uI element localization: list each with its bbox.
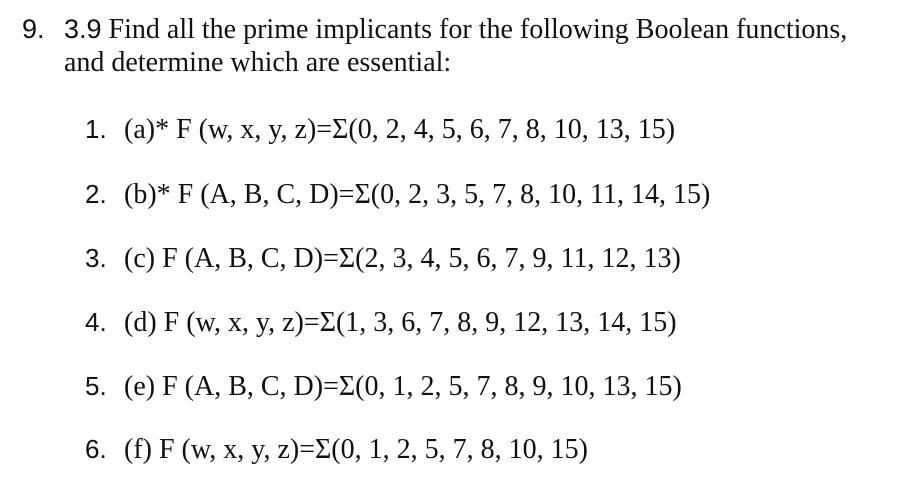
subquestion-item — [85, 242, 681, 275]
subquestion-item — [85, 433, 588, 466]
subquestion-number: 5. — [85, 371, 107, 401]
boolean-function: (c) F (A, B, C, D)=Σ(2, 3, 4, 5, 6, 7, 9, 11, 12, 13) — [124, 243, 681, 274]
boolean-function: (e) F (A, B, C, D)=Σ(0, 1, 2, 5, 7, 8, 9, 10, 13, 15) — [124, 371, 682, 402]
subquestion-number: 3. — [85, 243, 107, 273]
boolean-function: (a)* F (w, x, y, z)=Σ(0, 2, 4, 5, 6, 7, 8, 10, 13, 15) — [124, 114, 676, 145]
subquestion-number: 2. — [85, 179, 107, 209]
question-prompt — [64, 13, 914, 79]
boolean-function: (f) F (w, x, y, z)=Σ(0, 1, 2, 5, 7, 8, 10, 15) — [124, 434, 588, 465]
subquestion-item — [85, 113, 675, 146]
subquestion-number: 1. — [85, 114, 107, 144]
subquestion-number: 6. — [85, 434, 107, 464]
subquestion-item — [85, 370, 682, 403]
question-text-line1: Find all the prime implicants for the following Boolean functions, — [101, 14, 848, 45]
subquestion-number: 4. — [85, 307, 107, 337]
question-reference: 3.9 — [64, 14, 102, 44]
question-text-line2: and determine which are essential: — [64, 47, 452, 78]
boolean-function: (b)* F (A, B, C, D)=Σ(0, 2, 3, 5, 7, 8, 10, 11, 14, 15) — [124, 179, 711, 210]
subquestion-item — [85, 178, 710, 211]
question-number: 9. — [22, 14, 45, 44]
subquestion-item — [85, 306, 677, 339]
boolean-function: (d) F (w, x, y, z)=Σ(1, 3, 6, 7, 8, 9, 12, 13, 14, 15) — [124, 307, 677, 338]
